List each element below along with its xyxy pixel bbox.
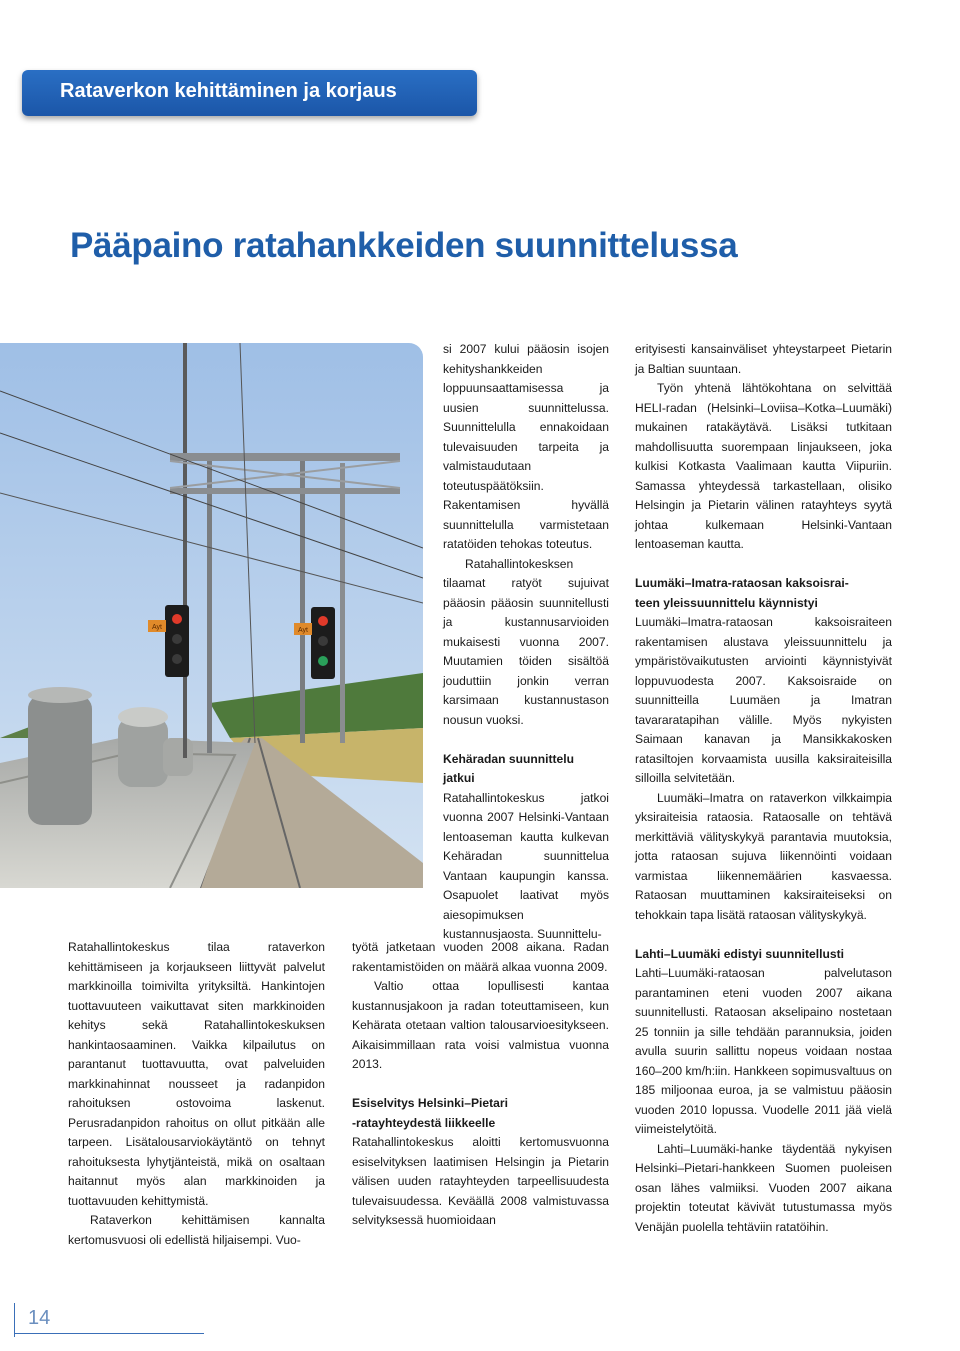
railway-photo-illustration <box>0 343 423 888</box>
subheading <box>635 574 892 613</box>
paragraph: si 2007 kului pääosin isojen kehityshankkeiden loppuunsaattamisessa ja uusien suunnittelussa. Suunnittelulla ennakoidaan tulevaisuuden tarpeita ja valmistaudutaan toteutuspäätöksiin. Rakentamisen hyvällä suunnittelulla varmistetaan ratatöiden tehokas toteutus. <box>443 342 609 551</box>
column-middle-upper <box>443 340 609 945</box>
railway-photo <box>0 343 423 888</box>
subheading-line: teen yleissuunnittelu käynnistyi <box>635 595 818 610</box>
subheading-line: jatkui <box>443 771 475 785</box>
paragraph: Ratahallintokeskus jatkoi vuonna 2007 Helsinki-Vantaan lentoaseman kautta kulkevan Kehäradan suunnittelua Vantaan kaupungin kanssa. Osapuolet laativat myös aiesopimuksen kustannusjaosta. Suunnittelu- <box>443 790 609 941</box>
paragraph: Lahti–Luumäki-hanke täydentää nykyisen Helsinki–Pietari-hankkeen Suomen puoleisen osan lähes valmiiksi. Vuoden 2007 aikana projektin toteutat kävivät tutustumassa myös Venäjän puolella tehtäviin ratatöihin. <box>635 1141 892 1234</box>
subheading <box>443 750 609 789</box>
paragraph: Ratahallintokesksen tilaamat ratyöt sujuivat pääosin pääosin suunnitellusti ja kustannusarvioiden mukaisesti vuonna 2007. Muutamien töiden sisältöä jouduttiin jonkin verran karsimaan kustannustason nousun vuoksi. <box>443 556 609 727</box>
section-banner <box>22 70 477 116</box>
paragraph: Valtio ottaa lopullisesti kantaa kustannusjakoon ja radan toteuttamiseen, kun Kehärata otetaan valtion talousarvioesitykseen. Aikaisimmillaan rata voisi valmistua vuonna 2013. <box>352 979 609 1071</box>
footer-rule-horizontal <box>14 1333 204 1334</box>
paragraph: Luumäki–Imatra-rataosan kaksoisraiteen rakentamisen alustava yleissuunnittelu ja ympäristövaikutusten arviointi käynnistyivät loppuvuodesta 2007. Kaksoisraide on suunnitteilla Luumäen ja Imatran tavararatapihan välille. Myös nykyisten Saimaan kanavan ja Mansikkakosken ratasiltojen korvaamista uusilla kaksiraiteisilla silloilla selvitetään. <box>635 615 892 785</box>
section-title: Rataverkon kehittäminen ja korjaus <box>60 80 397 102</box>
column-left <box>68 938 325 1250</box>
signal-sign-left-label: Ayt <box>152 624 162 631</box>
paragraph: erityisesti kansainväliset yhteystarpeet Pietarin ja Baltian suuntaan. <box>635 342 892 376</box>
paragraph: Lahti–Luumäki-rataosan palvelutason parantaminen eteni vuoden 2007 aikana suunnitellusti. Rataosan akselipaino nostetaan 25 tonniin ja sille tehdään parannuksia, joiden avulla suurin sallittu nopeus voidaan nostaa 160–200 km/h:iin. Hankkeen sopimusvaltuus on 185 miljoonaa euroa, ja se valmistuu pääosin vuoden 2010 lopussa. Vuodelle 2011 jää vielä viimeistelytöitä. <box>635 966 892 1136</box>
subheading: Lahti–Luumäki edistyi suunnitellusti <box>635 946 844 961</box>
column-right <box>635 340 892 1237</box>
subheading-line: Esiselvitys Helsinki–Pietari <box>352 1096 508 1110</box>
paragraph: Työn yhtenä lähtökohtana on selvittää HELI-radan (Helsinki–Loviisa–Kotka–Luumäki) mukainen ratakäytävä. Lisäksi tutkitaan mahdollisuutta suorempaan linjaukseen, joka kulkisi Kotkasta Vaalimaan kautta Viipuriin. Samassa yhteydessä tarkastellaan, olisiko Helsingin ja Pietarin välinen ratayhteys syytä johtaa kulkemaan Helsinki-Vantaan lentoaseman kautta. <box>635 381 892 551</box>
page-number: 14 <box>28 1307 51 1329</box>
subheading <box>352 1094 609 1133</box>
paragraph: Luumäki–Imatra on rataverkon vilkkaimpia yksiraiteisia rataosia. Rataosalle on tehtävä merkittäviä välityskykyä parantavia muutoksia, jotta rataosan sujuva liikennöinti voidaan varmistaa liikennemäärien kasvaessa. Rataosan muuttaminen kaksiraiteiseksi on tehokkain tapa lisätä rataosan välityskykyä. <box>635 790 892 922</box>
paragraph: työtä jatketaan vuoden 2008 aikana. Radan rakentamistöiden on määrä alkaa vuonna 2009. <box>352 940 609 974</box>
paragraph: Ratahallintokeskus aloitti kertomusvuonna esiselvityksen laatimisen Helsingin ja Pietarin välisen uuden ratayhteyden tarpeellisuudesta tulevaisuudessa. Keväällä 2008 valmistuvassa selvityksessä huomioidaan <box>352 1135 609 1227</box>
paragraph: Rataverkon kehittämisen kannalta kertomusvuosi oli edellistä hiljaisempi. Vuo- <box>68 1213 325 1247</box>
footer-rule-vertical <box>14 1303 15 1337</box>
paragraph: Ratahallintokeskus tilaa rataverkon kehittämiseen ja korjaukseen liittyvät palvelut markkinoilla toimivilta yrityksiltä. Hankintojen tuottavuuteen vaikuttavat siten markkinoiden kehitys sekä Ratahallintokeskuksen hankintaosaaminen. Vaikka kilpailutus on parantanut tuottavuutta, ovat palveluiden markkinahinnat nousseet ja radanpidon rahoituksen ostovoima laskenut. Perusradanpidon rahoitus on ollut pitkään alle tarpeen. Lisätalousarviokäytäntö on tehnyt rahoituksesta lyhytjänteistä, mikä on osaltaan haitannut myös alan markkinoiden ja tuottavuuden kehittymistä. <box>68 940 325 1208</box>
subheading-line: Luumäki–Imatra-rataosan kaksoisrai- <box>635 576 849 590</box>
page-headline: Pääpaino ratahankkeiden suunnittelussa <box>70 226 738 265</box>
subheading-line: -ratayhteydestä liikkeelle <box>352 1115 496 1130</box>
column-middle-lower <box>352 938 609 1231</box>
subheading-line: Kehäradan suunnittelu <box>443 751 575 766</box>
signal-sign-right-label: Ayt <box>298 627 308 634</box>
